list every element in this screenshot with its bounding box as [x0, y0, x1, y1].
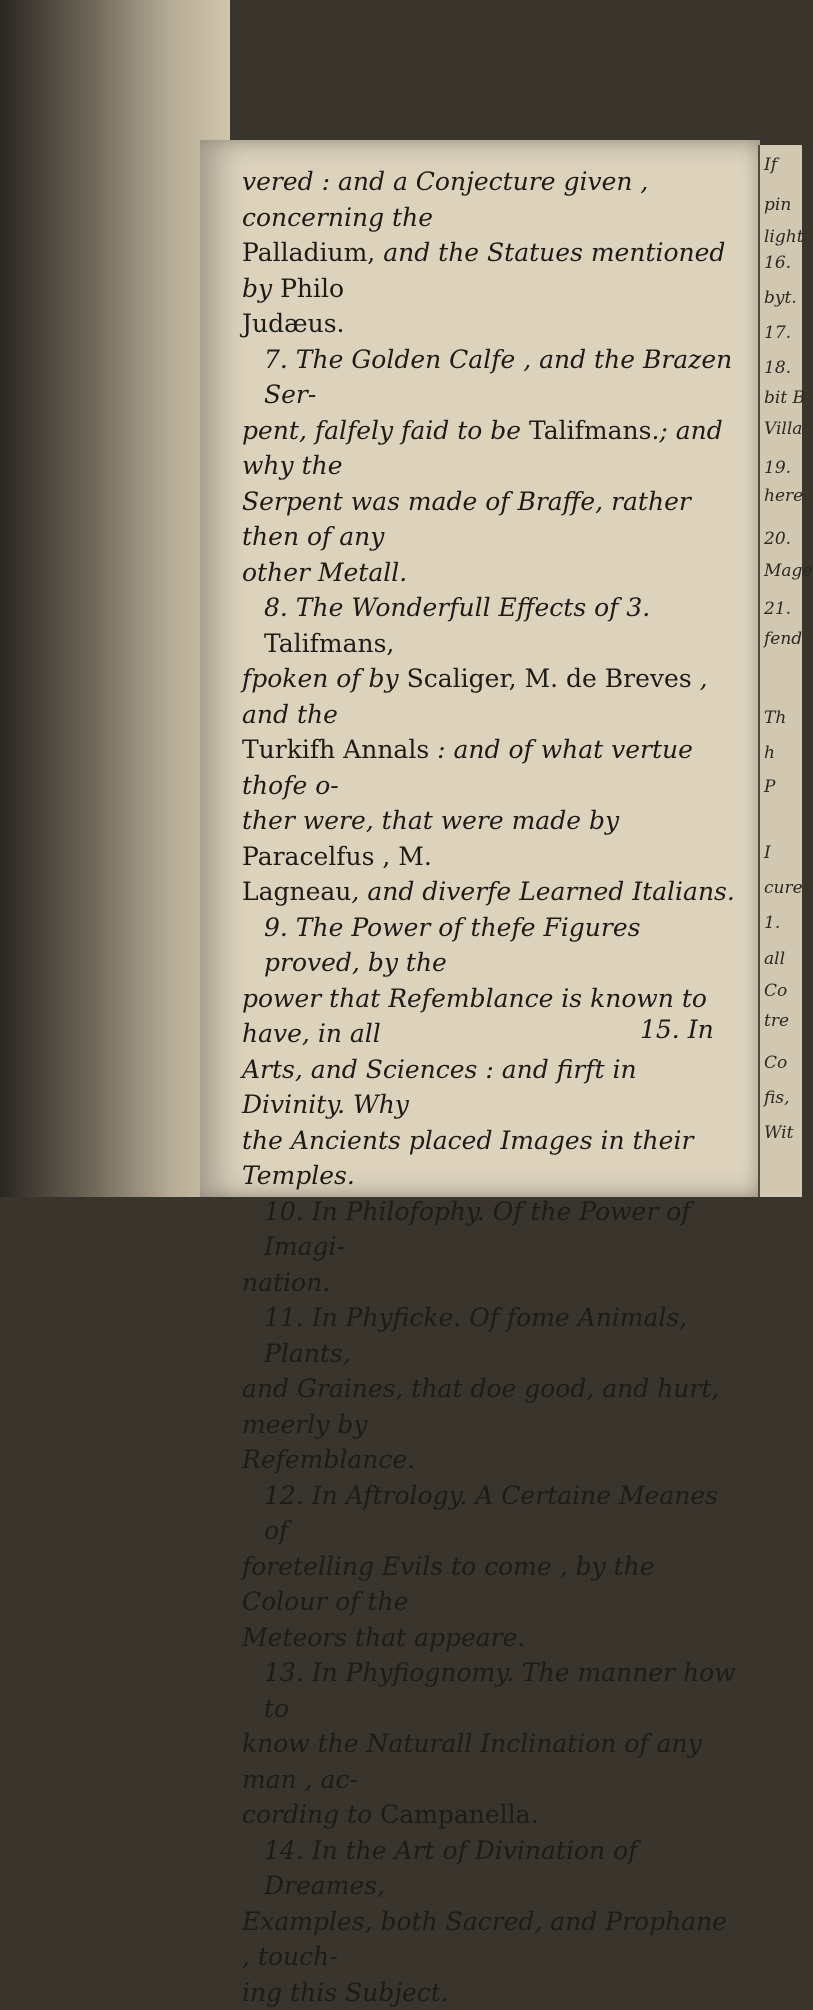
text-line: other Metall.: [242, 555, 742, 591]
catchword: 15. In: [640, 1015, 714, 1044]
fragment: here: [764, 488, 803, 505]
text-line: Meteors that appeare.: [242, 1620, 742, 1656]
fragment: 19.: [764, 460, 791, 477]
fragment: P: [764, 779, 775, 796]
text-line: Judæus.: [242, 306, 742, 342]
book-spine: [0, 0, 230, 1197]
fragment: Villa: [764, 421, 802, 438]
text-line: Refemblance.: [242, 1442, 742, 1478]
text-line: 14. In the Art of Divination of Dreames,: [242, 1833, 742, 1904]
text-line: cording to Campanella.: [242, 1797, 742, 1833]
text-line: ther were, that were made by Paracelfus , M.: [242, 803, 742, 874]
text-line: Lagneau, and diverfe Learned Italians.: [242, 874, 742, 910]
text-line: 7. The Golden Calfe , and the Brazen Ser-: [242, 342, 742, 413]
text-line: Turkifh Annals : and of what vertue thofe o-: [242, 732, 742, 803]
text-line: 10. In Philofophy. Of the Power of Imagi-: [242, 1194, 742, 1265]
adjacent-page-edge: [758, 145, 802, 1197]
text-line: ing this Subject.: [242, 1975, 742, 2010]
fragment: If: [764, 157, 777, 174]
fragment: 20.: [764, 531, 791, 548]
fragment: cure: [764, 880, 803, 897]
text-line: 8. The Wonderfull Effects of 3. Talifmans,: [242, 590, 742, 661]
text-line: pent, falfely faid to be Talifmans.; and why the: [242, 413, 742, 484]
text-line: vered : and a Conjecture given , concerning the: [242, 164, 742, 235]
text-line: the Ancients placed Images in their Temples.: [242, 1123, 742, 1194]
fragment: 17.: [764, 325, 791, 342]
fragment: fis,: [764, 1090, 789, 1107]
fragment: 21.: [764, 601, 791, 618]
fragment: light: [764, 229, 804, 246]
fragment: Co: [764, 1055, 787, 1072]
fragment: all: [764, 951, 785, 968]
text-line: Palladium, and the Statues mentioned by Philo: [242, 235, 742, 306]
text-line: 11. In Phyficke. Of fome Animals, Plants,: [242, 1300, 742, 1371]
fragment: pin: [764, 197, 791, 214]
page-text: [242, 164, 742, 2010]
text-line: 9. The Power of thefe Figures proved, by the: [242, 910, 742, 981]
fragment: Mage: [764, 563, 813, 580]
fragment: 1.: [764, 915, 780, 932]
text-line: know the Naturall Inclination of any man , ac-: [242, 1726, 742, 1797]
fragment: h: [764, 745, 775, 762]
text-line: nation.: [242, 1265, 742, 1301]
text-line: Examples, both Sacred, and Prophane , touch-: [242, 1904, 742, 1975]
fragment: 18.: [764, 360, 791, 377]
text-line: and Graines, that doe good, and hurt, meerly by: [242, 1371, 742, 1442]
text-line: power that Refemblance is known to have, in all: [242, 981, 742, 1052]
fragment: fend: [764, 631, 802, 648]
fragment: bit B: [764, 390, 805, 407]
fragment: tre: [764, 1013, 789, 1030]
fragment: Wit: [764, 1125, 793, 1142]
text-line: Serpent was made of Braffe, rather then of any: [242, 484, 742, 555]
text-line: 12. In Aftrology. A Certaine Meanes of: [242, 1478, 742, 1549]
text-line: Arts, and Sciences : and firft in Divinity. Why: [242, 1052, 742, 1123]
text-line: foretelling Evils to come , by the Colour of the: [242, 1549, 742, 1620]
fragment: I: [764, 845, 771, 862]
fragment: byt.: [764, 290, 797, 307]
fragment: Th: [764, 710, 786, 727]
text-line: 13. In Phyfiognomy. The manner how to: [242, 1655, 742, 1726]
text-line: fpoken of by Scaliger, M. de Breves , and the: [242, 661, 742, 732]
fragment: 16.: [764, 255, 791, 272]
fragment: Co: [764, 983, 787, 1000]
